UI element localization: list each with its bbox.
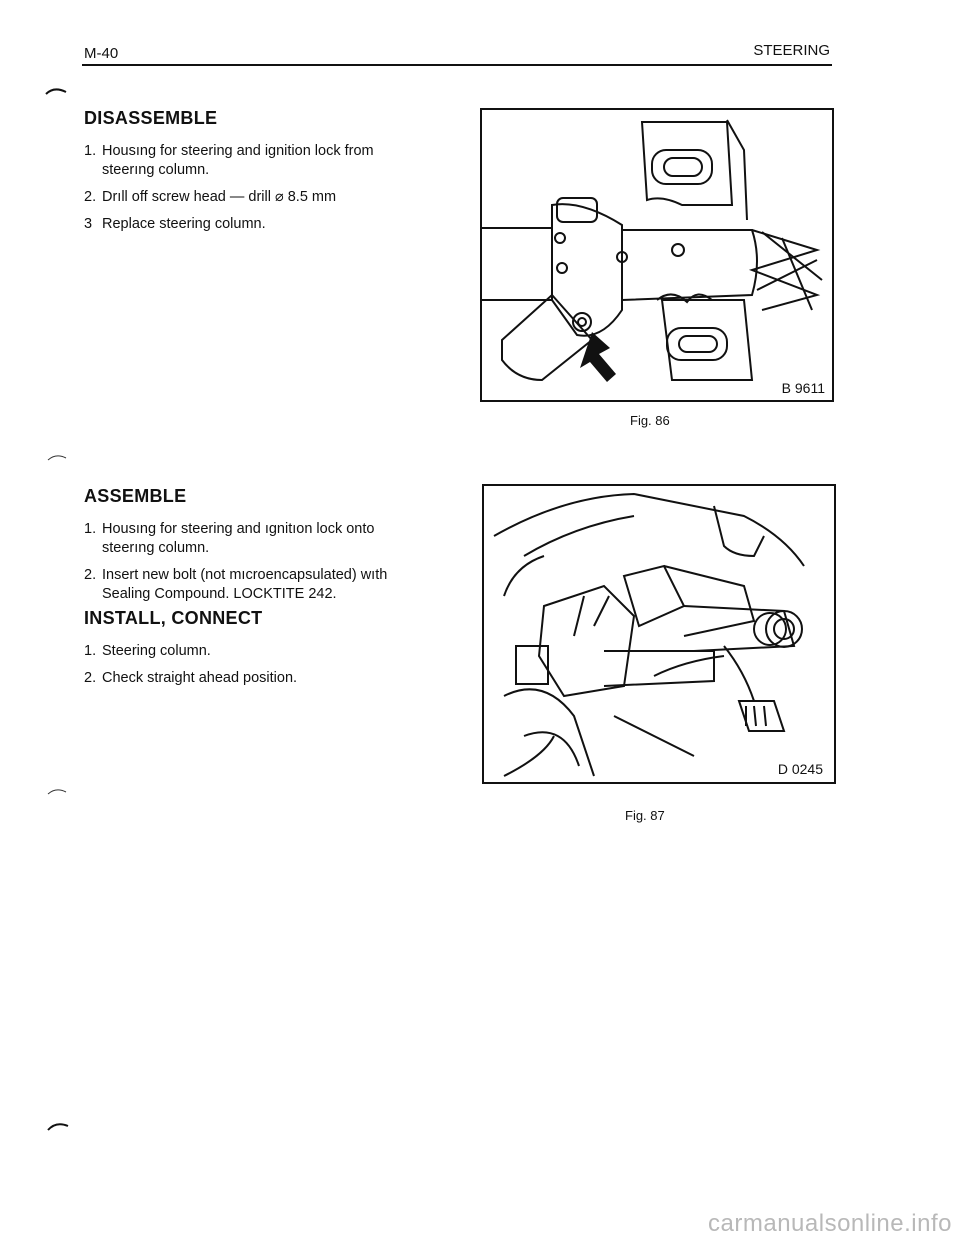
figure-87 — [482, 484, 836, 784]
list-item: 2. Check straight ahead position. — [84, 670, 298, 686]
steering-lock-housing-illustration-icon — [482, 110, 832, 400]
watermark: carmanualsonline.info — [708, 1210, 952, 1237]
assemble-heading: ASSEMBLE — [84, 486, 187, 506]
assemble-section — [84, 486, 404, 612]
list-item: 2. Drıll off screw head — drill ⌀ 8.5 mm — [84, 189, 337, 205]
assemble-steps — [84, 520, 404, 604]
margin-mark-icon — [46, 452, 68, 462]
section-title: STEERING — [753, 42, 830, 59]
steering-column-installed-illustration-icon — [484, 486, 834, 782]
list-item: 1. Housıng for steering and ıgnitıon lock onto steerıng column. — [84, 521, 375, 556]
figure-86 — [480, 108, 834, 402]
header-rule — [82, 64, 832, 66]
install-heading: INSTALL, CONNECT — [84, 608, 263, 628]
list-item: 1. Housıng for steering and ignition lock from steerıng column. — [84, 143, 374, 178]
disassemble-steps — [84, 142, 404, 234]
margin-mark-icon — [46, 1120, 70, 1132]
list-item: 1. Steering column. — [84, 643, 211, 659]
page-number: M-40 — [84, 45, 119, 62]
disassemble-section — [84, 108, 404, 242]
install-steps — [84, 642, 404, 688]
figure-caption: Fig. 87 — [625, 808, 665, 823]
list-item: 3 Replace steering column. — [84, 216, 266, 232]
figure-code: D 0245 — [775, 761, 826, 777]
margin-mark-icon — [44, 86, 68, 96]
list-item: 2. Insert new bolt (not mıcroencapsulated) wıth Sealing Compound. LOCKTITE 242. — [84, 567, 388, 602]
margin-mark-icon — [46, 786, 68, 796]
install-section — [84, 608, 404, 696]
figure-caption: Fig. 86 — [630, 413, 670, 428]
disassemble-heading: DISASSEMBLE — [84, 108, 218, 128]
figure-code: B 9611 — [779, 380, 828, 396]
